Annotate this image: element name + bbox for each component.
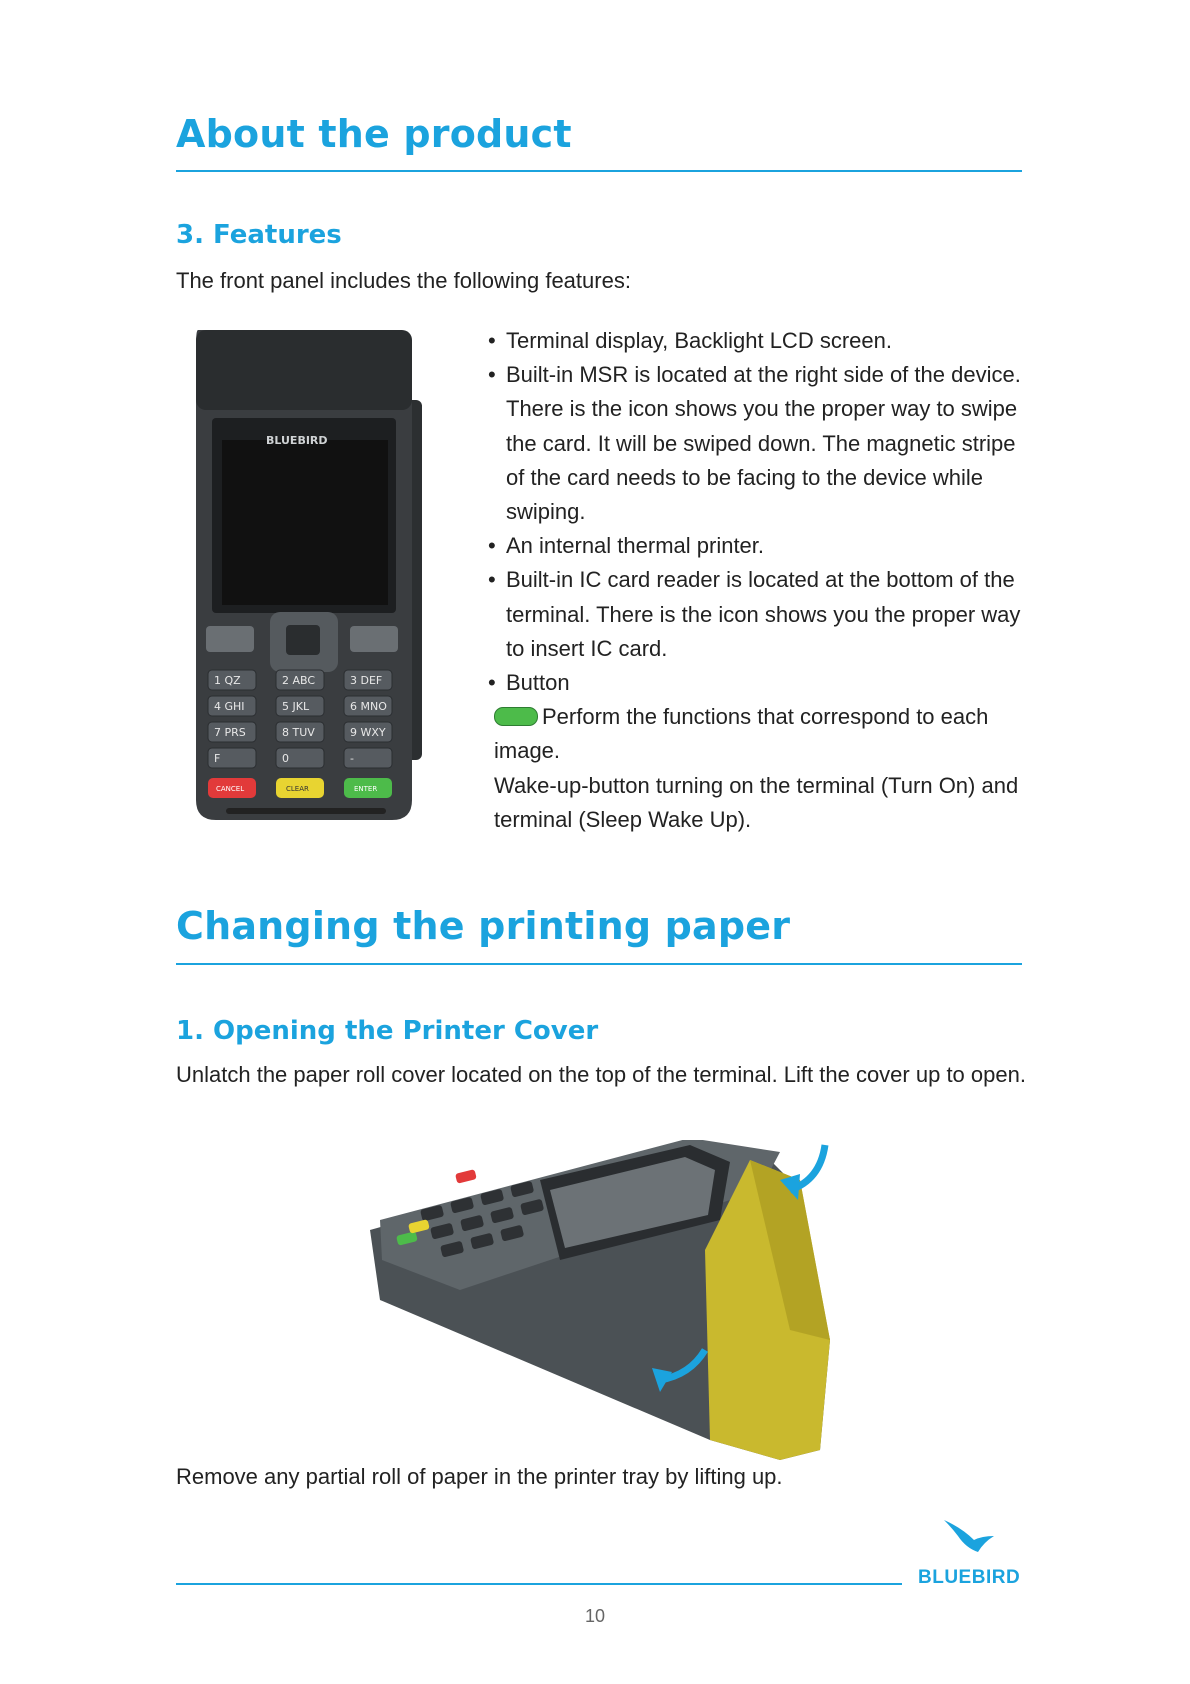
feature-item: • Terminal display, Backlight LCD screen. <box>488 328 892 353</box>
section-subtitle-features: 3. Features <box>176 220 342 250</box>
key-f: F <box>214 752 221 765</box>
title-rule <box>176 170 1022 172</box>
key-2: 2 ABC <box>282 674 316 687</box>
enter-key-icon <box>494 707 538 726</box>
key-4: 4 GHI <box>214 700 245 713</box>
page-number: 10 <box>584 1606 606 1626</box>
section-subtitle-opening-cover: 1. Opening the Printer Cover <box>176 1016 599 1046</box>
features-intro: The front panel includes the following features: <box>176 268 631 293</box>
footer-brand: BLUEBIRD <box>918 1567 1021 1588</box>
key-3: 3 DEF <box>350 674 383 687</box>
footer-rule <box>176 1583 902 1585</box>
button-detail-wake: Wake-up-button turning on the terminal (Turn On) and terminal (Sleep Wake Up). <box>494 772 1019 832</box>
key-8: 8 TUV <box>282 726 315 739</box>
device-brand-label: BLUEBIRD <box>266 434 328 447</box>
key-5: 5 JKL <box>282 700 310 713</box>
enter-key-label: ENTER <box>354 785 378 793</box>
clear-key-label: CLEAR <box>286 785 309 793</box>
feature-item: • Built-in MSR is located at the right side of the device. There is the icon shows you the proper way to swipe the card. It will be swiped down. The magnetic stripe of the card needs to be facing to the device while swiping. <box>488 362 1021 525</box>
cancel-key-label: CANCEL <box>216 785 245 793</box>
features-list <box>488 324 1028 837</box>
key-1: 1 QZ <box>214 674 241 687</box>
terminal-front-illustration <box>186 330 440 826</box>
key-6: 6 MNO <box>350 700 387 713</box>
section-title-about: About the product <box>176 112 572 156</box>
title-rule <box>176 963 1022 965</box>
feature-item: • Built-in IC card reader is located at the bottom of the terminal. There is the icon shows you the proper way to insert IC card. <box>488 567 1021 661</box>
section-title-paper: Changing the printing paper <box>176 904 791 948</box>
remove-roll-paragraph: Remove any partial roll of paper in the printer tray by lifting up. <box>176 1464 783 1489</box>
feature-item: • An internal thermal printer. <box>488 533 765 559</box>
key-dash: - <box>350 752 354 765</box>
terminal-top-illustration <box>360 1140 860 1470</box>
opening-cover-paragraph: Unlatch the paper roll cover located on the top of the terminal. Lift the cover up to open. <box>176 1062 1026 1087</box>
key-9: 9 WXY <box>350 726 386 739</box>
button-detail-enter: Perform the functions that correspond to each image. <box>494 704 989 764</box>
key-7: 7 PRS <box>214 726 246 739</box>
feature-item: • Button <box>488 670 570 696</box>
bluebird-bird-icon <box>944 1518 994 1558</box>
key-0: 0 <box>282 752 289 765</box>
